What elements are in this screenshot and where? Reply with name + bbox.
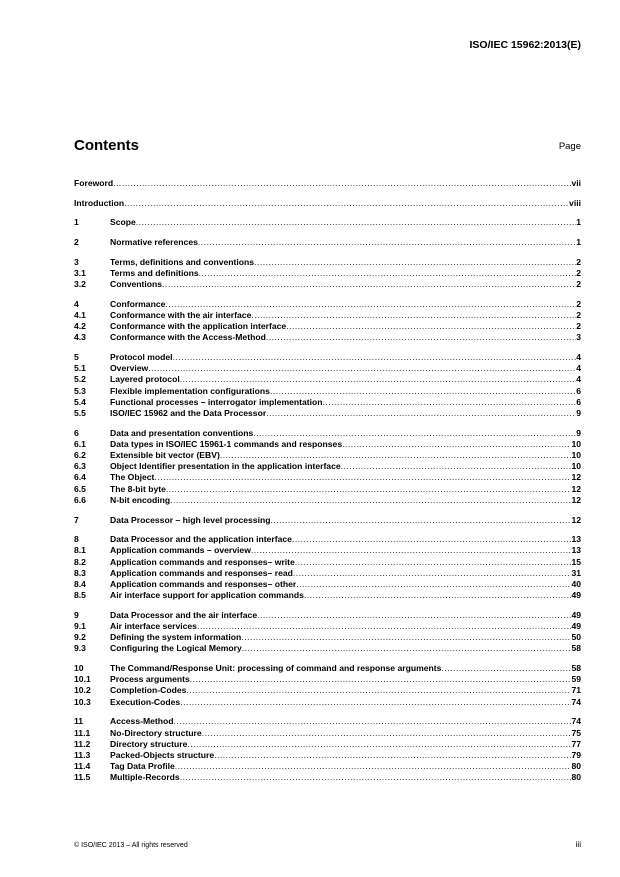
toc-entry[interactable] <box>74 386 581 397</box>
toc-entry-page: 12 <box>571 483 581 494</box>
toc-entry-number: 8 <box>74 534 79 545</box>
toc-entry[interactable] <box>74 643 581 654</box>
toc-entry-page: 13 <box>571 534 581 545</box>
toc-entry[interactable] <box>74 198 581 209</box>
dot-leader <box>198 237 576 248</box>
toc-entry-number: 6.6 <box>74 494 86 505</box>
dot-leader <box>162 279 576 290</box>
toc-entry[interactable] <box>74 568 581 579</box>
toc-entry-title: Execution-Codes <box>110 696 181 707</box>
toc-entry-title: Application commands and responses– read <box>110 567 293 578</box>
dot-leader <box>187 739 571 750</box>
dot-leader <box>148 363 576 374</box>
toc-entry[interactable] <box>74 310 581 321</box>
toc-entry-number: 5.5 <box>74 408 86 418</box>
dot-leader <box>266 332 576 343</box>
toc-entry-number: 11 <box>74 716 84 727</box>
toc-entry-page: 10 <box>571 450 581 461</box>
dot-leader <box>270 386 576 397</box>
toc-entry[interactable] <box>74 716 581 727</box>
toc-entry-number: 10 <box>74 663 84 674</box>
toc-entry-title: Directory structure <box>110 738 188 749</box>
toc-entry-page: 2 <box>576 298 581 309</box>
toc-entry[interactable] <box>74 217 581 228</box>
toc-entry-page: 2 <box>576 279 581 290</box>
toc-entry-title: Conformance with the Access-Method <box>110 332 266 343</box>
toc-entry[interactable] <box>74 321 581 332</box>
dot-leader <box>266 408 576 419</box>
toc-entry[interactable] <box>74 450 581 461</box>
toc-entry-number: 5.3 <box>74 385 86 396</box>
toc-entry[interactable] <box>74 728 581 739</box>
toc-entry-number: 4.3 <box>74 332 86 343</box>
toc-entry[interactable] <box>74 697 581 708</box>
toc-entry-page: 40 <box>571 578 581 589</box>
dot-leader <box>220 450 572 461</box>
toc-entry-number: 1 <box>74 217 79 228</box>
toc-entry[interactable] <box>74 472 581 483</box>
toc-entry-title: Multiple-Records <box>110 772 180 783</box>
toc-entry[interactable] <box>74 772 581 783</box>
dot-leader <box>180 772 572 783</box>
dot-leader <box>166 484 572 495</box>
toc-entry-title: Data types in ISO/IEC 15961-1 commands and responses <box>110 438 343 449</box>
toc-entry-number: 11.2 <box>74 738 91 749</box>
toc-entry-title: Conformance with the application interface <box>110 321 287 332</box>
toc-entry[interactable] <box>74 632 581 643</box>
toc-entry[interactable] <box>74 237 581 248</box>
toc-entry-page: 6 <box>576 396 581 407</box>
dot-leader <box>154 472 571 483</box>
toc-entry-page: 2 <box>576 310 581 320</box>
toc-entry[interactable] <box>74 352 581 363</box>
dot-leader <box>186 685 571 696</box>
toc-entry-title: Air interface services <box>110 621 197 631</box>
toc-entry-title: Packed-Objects structure <box>110 749 215 760</box>
toc-entry-title: Access-Method <box>110 716 174 727</box>
toc-entry-page: viii <box>569 197 581 208</box>
toc-entry[interactable] <box>74 439 581 450</box>
toc-entry-title: Tag Data Profile <box>110 761 175 772</box>
toc-entry-number: 6.2 <box>74 450 86 461</box>
dot-leader <box>241 632 571 643</box>
toc-entry-number: 5.2 <box>74 374 86 385</box>
toc-entry-number: 4.1 <box>74 310 86 320</box>
dot-leader <box>124 198 569 209</box>
toc-entry-page: 58 <box>571 663 581 674</box>
toc-entry-title: Introduction <box>74 197 125 208</box>
dot-leader <box>304 590 572 601</box>
dot-leader <box>136 217 576 228</box>
toc-entry-number: 9.3 <box>74 643 86 654</box>
toc-entry-page: 2 <box>576 321 581 332</box>
toc-entry[interactable] <box>74 397 581 408</box>
toc-entry-title: Defining the system information <box>110 632 242 643</box>
toc-entry-number: 6.1 <box>74 438 86 449</box>
toc-entry-number: 10.3 <box>74 696 91 707</box>
toc-entry-number: 4 <box>74 298 79 309</box>
toc-entry-title: Application commands and responses– write <box>110 556 295 567</box>
toc-entry-page: 31 <box>571 567 581 578</box>
dot-leader <box>292 534 571 545</box>
toc-entry-page: 4 <box>576 352 581 363</box>
toc-entry-number: 11.3 <box>74 749 91 760</box>
dot-leader <box>295 557 572 568</box>
toc-entry-page: 1 <box>576 237 581 248</box>
toc-entry-title: Overview <box>110 363 149 374</box>
dot-leader <box>323 397 577 408</box>
dot-leader <box>173 352 577 363</box>
toc-entry[interactable] <box>74 363 581 374</box>
toc-entry-number: 10.2 <box>74 685 91 696</box>
page-column-label: Page <box>558 141 581 152</box>
toc-entry-number: 3.1 <box>74 267 86 278</box>
dot-leader <box>441 663 571 674</box>
toc-entry[interactable] <box>74 557 581 568</box>
dot-leader <box>286 321 576 332</box>
dot-leader <box>342 439 571 450</box>
copyright-footer: © ISO/IEC 2013 – All rights reserved <box>74 842 188 849</box>
dot-leader <box>257 610 571 621</box>
toc-entry-page: 80 <box>571 772 581 783</box>
toc-entry-page: 74 <box>571 716 581 727</box>
toc-entry-page: 10 <box>571 438 581 449</box>
dot-leader <box>202 728 572 739</box>
toc-entry-page: vii <box>571 178 581 188</box>
toc-entry[interactable] <box>74 332 581 343</box>
toc-entry-number: 11.5 <box>74 772 91 783</box>
toc-entry-title: ISO/IEC 15962 and the Data Processor <box>110 408 267 418</box>
toc-entry-page: 9 <box>576 408 581 418</box>
dot-leader <box>253 428 576 439</box>
toc-entry-title: Data Processor – high level processing <box>110 514 271 525</box>
toc-entry-number: 5.1 <box>74 363 86 374</box>
toc-entry-page: 10 <box>571 461 581 472</box>
toc-entry-title: The Command/Response Unit: processing of command and response arguments <box>110 663 442 674</box>
dot-leader <box>251 545 572 556</box>
toc-entry-number: 7 <box>74 514 79 525</box>
toc-entry-page: 75 <box>571 727 581 738</box>
toc-entry-title: No-Directory structure <box>110 727 202 738</box>
toc-entry-title: Data and presentation conventions <box>110 427 254 438</box>
dot-leader <box>270 515 571 526</box>
toc-entry[interactable] <box>74 610 581 621</box>
toc-entry-page: 58 <box>571 643 581 654</box>
toc-entry-page: 50 <box>571 632 581 643</box>
toc-entry[interactable] <box>74 534 581 545</box>
toc-entry[interactable] <box>74 761 581 772</box>
dot-leader <box>180 374 576 385</box>
toc-entry[interactable] <box>74 685 581 696</box>
toc-entry-number: 9.2 <box>74 632 86 643</box>
dot-leader <box>214 750 571 761</box>
toc-entry-title: N-bit encoding <box>110 494 171 505</box>
toc-entry-number: 2 <box>74 237 79 248</box>
toc-entry-title: Protocol model <box>110 352 173 363</box>
document-id-header: ISO/IEC 15962:2013(E) <box>469 39 581 51</box>
dot-leader <box>197 621 571 632</box>
dot-leader <box>190 674 572 685</box>
toc-entry-title: Functional processes – interrogator implementation <box>110 396 323 407</box>
toc-entry-number: 6.5 <box>74 483 86 494</box>
toc-entry-title: Process arguments <box>110 674 190 685</box>
toc-entry[interactable] <box>74 279 581 290</box>
toc-entry[interactable] <box>74 461 581 472</box>
toc-entry-title: Application commands – overview <box>110 545 251 556</box>
toc-entry-title: Extensible bit vector (EBV) <box>110 450 220 461</box>
dot-leader <box>174 716 572 727</box>
toc-entry-title: The Object <box>110 472 155 483</box>
toc-entry-title: Configuring the Logical Memory <box>110 643 242 654</box>
toc-entry-number: 11.1 <box>74 727 91 738</box>
toc-entry-page: 15 <box>571 556 581 567</box>
toc-entry[interactable] <box>74 663 581 674</box>
toc-entry-page: 79 <box>571 749 581 760</box>
dot-leader <box>293 568 572 579</box>
dot-leader <box>180 697 571 708</box>
toc-entry-page: 77 <box>571 738 581 749</box>
toc-entry-number: 8.1 <box>74 545 86 556</box>
dot-leader <box>175 761 572 772</box>
toc-entry-page: 12 <box>571 472 581 483</box>
dot-leader <box>296 579 571 590</box>
toc-entry-page: 49 <box>571 590 581 601</box>
toc-entry-page: 12 <box>571 514 581 525</box>
toc-entry-title: Object Identifier presentation in the application interface <box>110 461 341 472</box>
toc-entry-title: Layered protocol <box>110 374 180 385</box>
toc-entry-page: 71 <box>571 685 581 696</box>
toc-entry-number: 9 <box>74 609 79 620</box>
toc-entry-page: 59 <box>571 674 581 685</box>
toc-entry-page: 6 <box>576 385 581 396</box>
toc-entry-page: 4 <box>576 363 581 374</box>
toc-entry-title: Application commands and responses– other <box>110 578 297 589</box>
toc-entry[interactable] <box>74 739 581 750</box>
toc-entry-page: 13 <box>571 545 581 556</box>
toc-entry[interactable] <box>74 621 581 632</box>
dot-leader <box>251 310 576 321</box>
toc-entry-number: 8.2 <box>74 556 86 567</box>
toc-entry-page: 49 <box>571 609 581 620</box>
toc-entry-title: Completion-Codes <box>110 685 187 696</box>
toc-entry[interactable] <box>74 579 581 590</box>
toc-entry-title: Normative references <box>110 237 198 248</box>
toc-entry-number: 10.1 <box>74 674 91 685</box>
toc-entry-number: 6.3 <box>74 461 86 472</box>
toc-entry-number: 9.1 <box>74 621 86 631</box>
toc-entry-page: 80 <box>571 761 581 772</box>
toc-entry-number: 8.4 <box>74 578 86 589</box>
toc-entry-page: 9 <box>576 427 581 438</box>
toc-entry-number: 5 <box>74 352 79 363</box>
toc-entry[interactable] <box>74 590 581 601</box>
toc-entry-title: Air interface support for application commands <box>110 590 304 601</box>
toc-entry-page: 2 <box>576 267 581 278</box>
toc-entry[interactable] <box>74 408 581 419</box>
toc-entry-title: Terms and definitions <box>110 267 199 278</box>
toc-entry-number: 3 <box>74 256 79 267</box>
dot-leader <box>242 643 572 654</box>
toc-entry[interactable] <box>74 674 581 685</box>
toc-entry-page: 49 <box>571 621 581 631</box>
toc-entry[interactable] <box>74 268 581 279</box>
dot-leader <box>165 299 576 310</box>
toc-entry-number: 8.3 <box>74 567 86 578</box>
table-of-contents <box>74 178 581 783</box>
dot-leader <box>113 178 571 189</box>
toc-entry-number: 4.2 <box>74 321 86 332</box>
toc-entry-number: 3.2 <box>74 279 86 290</box>
dot-leader <box>341 461 572 472</box>
toc-entry-title: Conventions <box>110 279 163 290</box>
toc-entry-title: Terms, definitions and conventions <box>110 256 255 267</box>
toc-entry[interactable] <box>74 299 581 310</box>
toc-entry-title: Data Processor and the application interface <box>110 534 292 545</box>
dot-leader <box>199 268 577 279</box>
toc-entry[interactable] <box>74 374 581 385</box>
toc-entry-page: 74 <box>571 696 581 707</box>
toc-entry-title: Conformance with the air interface <box>110 310 252 320</box>
dot-leader <box>254 257 576 268</box>
toc-entry-title: Foreword <box>74 178 114 188</box>
toc-entry[interactable] <box>74 545 581 556</box>
toc-entry[interactable] <box>74 484 581 495</box>
toc-entry-number: 6.4 <box>74 472 86 483</box>
toc-entry-title: Conformance <box>110 298 166 309</box>
toc-entry[interactable] <box>74 515 581 526</box>
toc-entry-page: 2 <box>576 256 581 267</box>
toc-entry[interactable] <box>74 257 581 268</box>
toc-entry-title: Scope <box>110 217 136 228</box>
toc-entry[interactable] <box>74 428 581 439</box>
toc-entry[interactable] <box>74 495 581 506</box>
toc-entry-title: Data Processor and the air interface <box>110 609 258 620</box>
toc-entry-number: 5.4 <box>74 396 86 407</box>
toc-entry-page: 3 <box>576 332 581 343</box>
toc-entry-title: Flexible implementation configurations <box>110 385 270 396</box>
toc-entry-page: 4 <box>576 374 581 385</box>
contents-heading: Contents <box>74 137 139 154</box>
toc-entry-page: 12 <box>571 494 581 505</box>
toc-entry-title: The 8-bit byte <box>110 483 166 494</box>
toc-entry-number: 11.4 <box>74 761 91 772</box>
toc-entry-page: 1 <box>576 217 581 228</box>
toc-entry-number: 6 <box>74 427 79 438</box>
page-number: iii <box>575 840 581 849</box>
dot-leader <box>170 495 571 506</box>
toc-entry[interactable] <box>74 178 581 189</box>
toc-entry-number: 8.5 <box>74 590 86 601</box>
toc-entry[interactable] <box>74 750 581 761</box>
